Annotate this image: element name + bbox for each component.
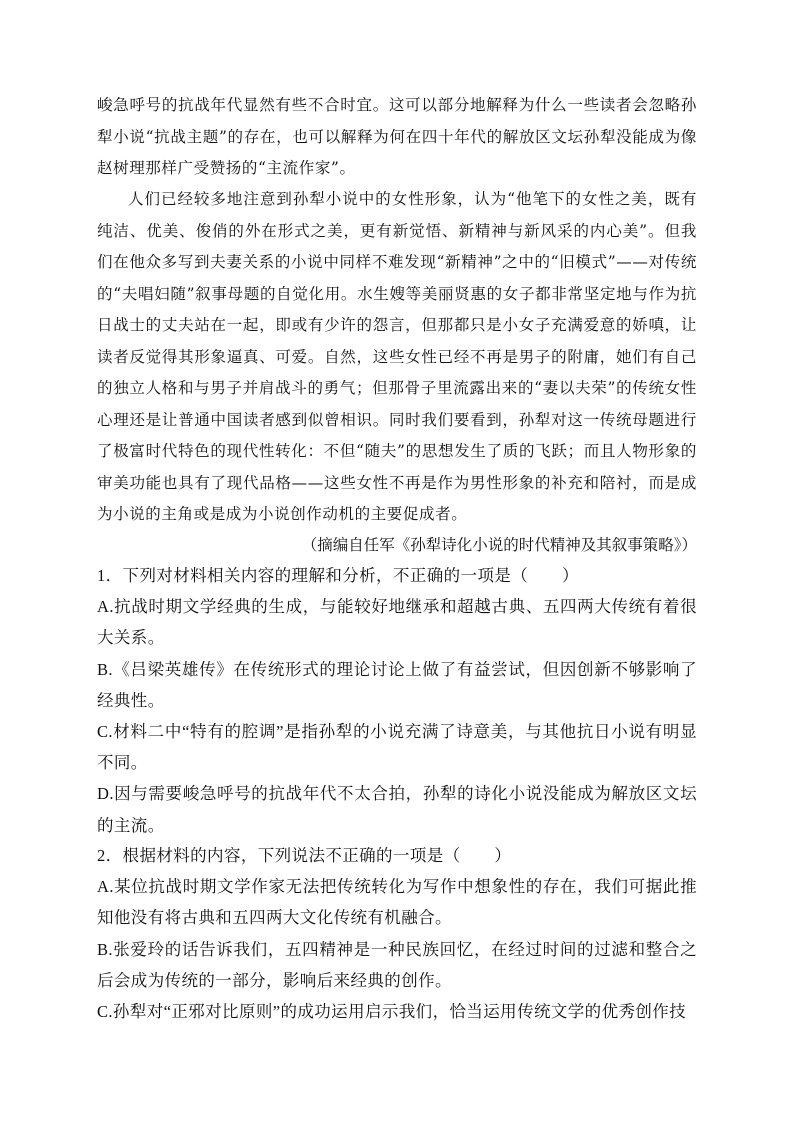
- question-1-option-c: C.材料二中“特有的腔调”是指孙犁的小说充满了诗意美，与其他抗日小说有明显不同。: [97, 722, 697, 773]
- question-1-option-a: A.抗战时期文学经典的生成，与能较好地继承和超越古典、五四两大传统有着很大关系。: [97, 597, 697, 648]
- question-2-option-c: C.孙犁对“正邪对比原则”的成功运用启示我们，恰当运用传统文学的优秀创作技: [97, 1002, 687, 1022]
- question-1-option-d: D.因与需要峻急呼号的抗战年代不太合拍，孙犁的诗化小说没能成为解放区文坛的主流。: [97, 784, 697, 835]
- passage-paragraph-2: [97, 184, 697, 531]
- passage-source-text: （摘编自任军《孙犁诗化小说的时代精神及其叙事策略》）: [301, 536, 697, 554]
- passage-source: [97, 530, 697, 562]
- passage-paragraph-2-text: 人们已经较多地注意到孙犁小说中的女性形象，认为“他笔下的女性之美，既有纯洁、优美、俊俏的外在形式之美，更有新觉悟、新精神与新风采的内心美”。但我们在他众多写到夫妻关系的小说中同样不难发现“新精神”之中的“旧模式”——对传统的“夫唱妇随”叙事母题的自觉化用。水生嫂等美丽贤惠的女子都非常坚定地与作为抗日战士的丈夫站在一起，即或有少许的怨言，但那都只是小女子充满爱意的娇嗔，让读者反觉得其形象逼真、可爱。自然，这些女性已经不再是男子的附庸，她们有自己的独立人格和与男子并肩战斗的勇气；但那骨子里流露出来的“妻以夫荣”的传统女性心理还是让普通中国读者感到似曾相识。同时我们要看到，孙犁对这一传统母题进行了极富时代特色的现代性转化：不但“随夫”的思想发生了质的飞跃；而且人物形象的审美功能也具有了现代品格——这些女性不再是作为男性形象的补充和陪衬，而是成为小说的主角或是成为小说创作动机的主要促成者。: [97, 190, 697, 523]
- question-1-stem: 1．下列对材料相关内容的理解和分析，不正确的一项是（ ）: [97, 566, 579, 585]
- question-2-option-b: B.张爱玲的话告诉我们，五四精神是一种民族回忆，在经过时间的过滤和整合之后会成为传统的一部分，影响后来经典的创作。: [97, 939, 697, 990]
- question-1: [97, 560, 697, 841]
- passage-paragraph-1: [97, 90, 697, 185]
- passage-paragraph-1-text: 峻急呼号的抗战年代显然有些不合时宜。这可以部分地解释为什么一些读者会忽略孙犁小说“抗战主题”的存在，也可以解释为何在四十年代的解放区文坛孙犁没能成为像赵树理那样广受赞扬的“主流作家”。: [97, 96, 697, 177]
- question-2-stem: 2．根据材料的内容，下列说法不正确的一项是（ ）: [97, 846, 512, 865]
- question-2: [97, 840, 697, 1027]
- question-2-option-a: A.某位抗战时期文学作家无法把传统转化为写作中想象性的存在，我们可据此推知他没有将古典和五四两大文化传统有机融合。: [97, 877, 697, 928]
- question-1-option-b: B.《吕梁英雄传》在传统形式的理论讨论上做了有益尝试，但因创新不够影响了经典性。: [97, 659, 697, 710]
